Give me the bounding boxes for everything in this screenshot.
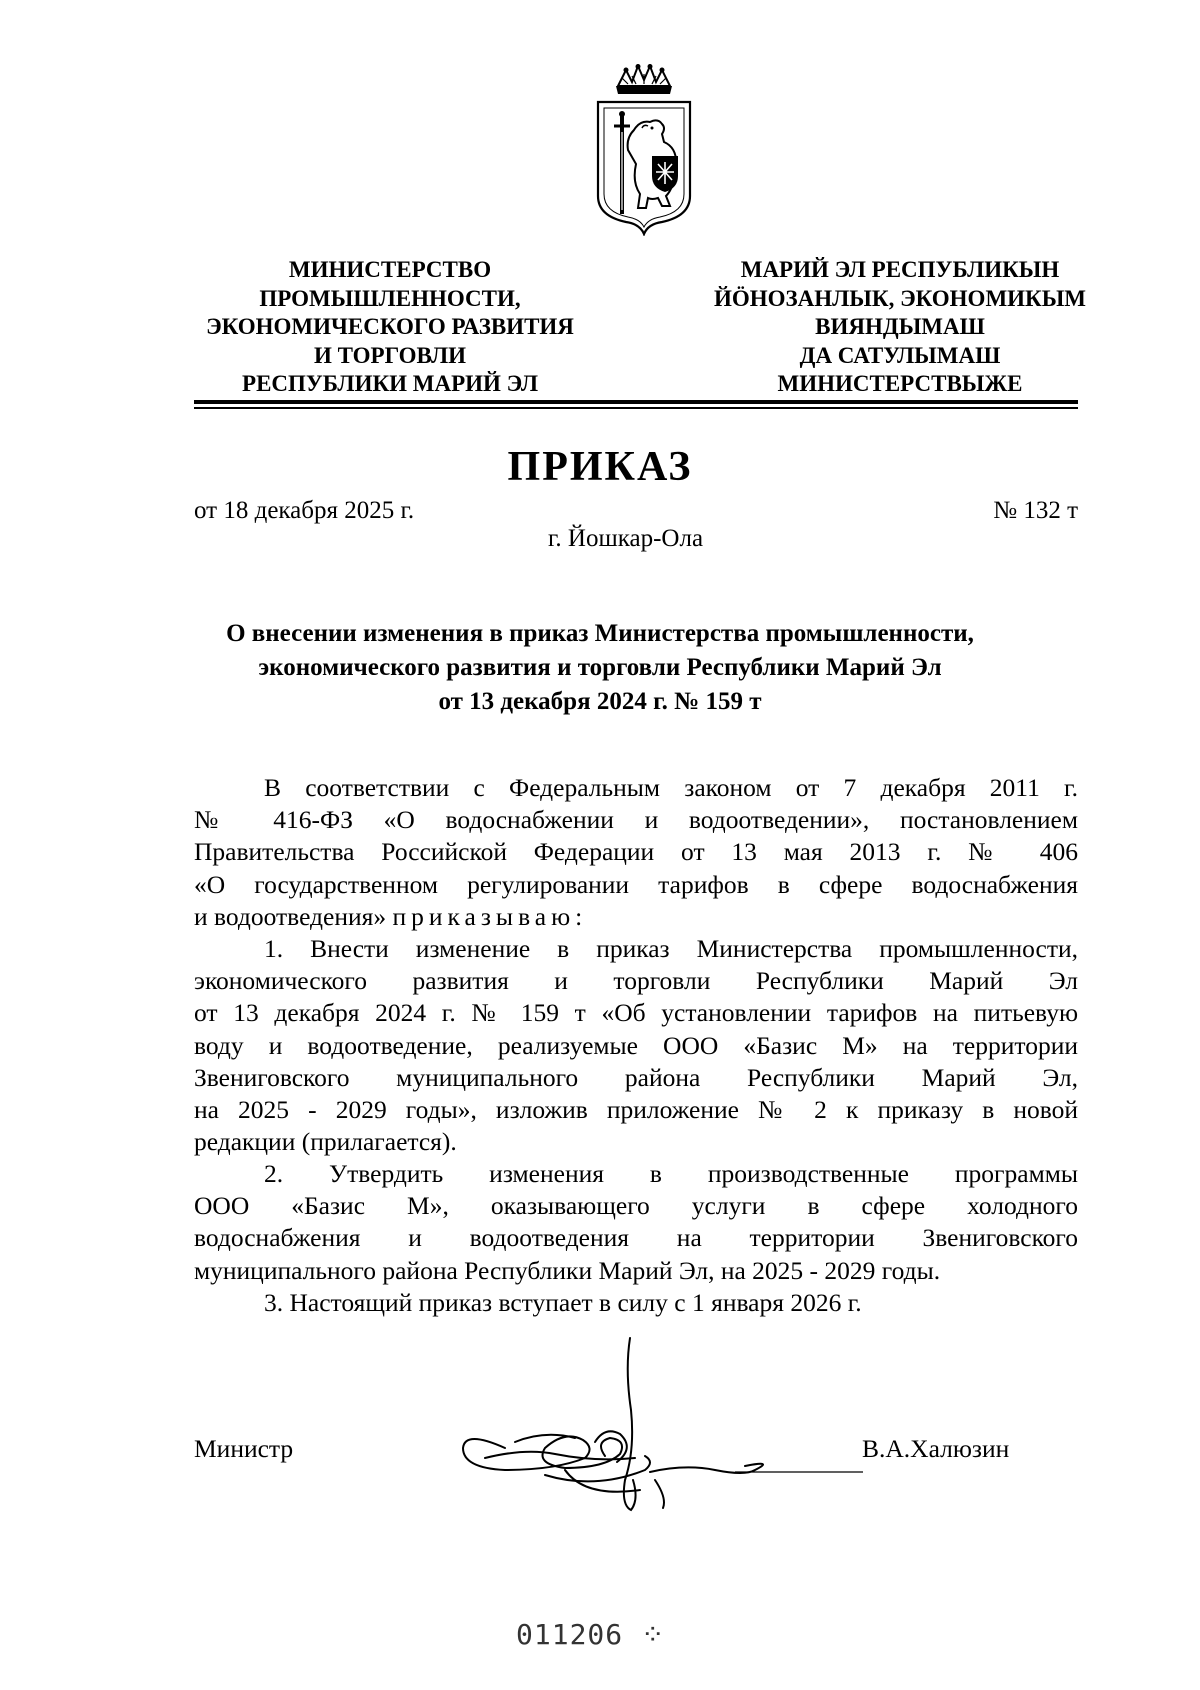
body-line: Правительства Российской Федерации от 13 мая 2013 г. № 406: [194, 837, 1078, 867]
body-line-text: и водоотведения»: [194, 901, 387, 931]
document-subject: [150, 617, 1050, 719]
serial-ornament: ⁘: [641, 1618, 666, 1651]
signatory-role: Министр: [194, 1434, 294, 1463]
body-line: 2. Утвердить изменения в производственные программы: [264, 1159, 1078, 1188]
document-date: от 18 декабря 2025 г.: [194, 497, 415, 524]
body-line: Звениговского муниципального района Республики Марий Эл,: [194, 1062, 1078, 1092]
body-line: на 2025 - 2029 годы», изложив приложение № 2 к приказу в новой: [194, 1095, 1078, 1125]
body-line: муниципального района Республики Марий Эл, на 2025 - 2029 годы.: [194, 1255, 941, 1285]
body-line: «О государственном регулировании тарифов в сфере водоснабжения: [194, 869, 1078, 899]
body-line: воду и водоотведение, реализуемые ООО «Базис М» на территории: [194, 1030, 1078, 1060]
ministry-name-russian: [185, 256, 595, 399]
subject-line: О внесении изменения в приказ Министерства промышленности,: [226, 620, 974, 647]
ministry-name-line: И ТОРГОВЛИ: [313, 342, 467, 368]
form-serial-number: [516, 1618, 665, 1651]
body-line: водоснабжения и водоотведения на территории Звениговского: [194, 1223, 1078, 1253]
header-divider-thick: [194, 400, 1078, 404]
body-line: ООО «Базис М», оказывающего услуги в сфере холодного: [194, 1191, 1078, 1221]
body-line: экономического развития и торговли Республики Марий Эл: [194, 966, 1078, 996]
serial-digits: 011206: [516, 1618, 624, 1651]
order-item-1: [194, 933, 1078, 1158]
body-line: № 416-ФЗ «О водоснабжении и водоотведении», постановлением: [194, 805, 1078, 835]
document-number: № 132 т: [993, 497, 1078, 524]
header-divider-thin: [194, 407, 1078, 409]
ministry-name-line: МИНИСТЕРСТВЫЖЕ: [777, 371, 1023, 396]
ministry-name-line: ПРОМЫШЛЕННОСТИ,: [259, 285, 521, 311]
coat-of-arms-emblem: [592, 64, 696, 236]
ministry-name-line: ВИЯНДЫМАШ: [815, 314, 985, 339]
order-item-2: [194, 1158, 1078, 1287]
subject-line: от 13 декабря 2024 г. № 159 т: [438, 688, 762, 715]
document-city: г. Йошкар-Ола: [548, 525, 704, 552]
order-word: приказываю:: [392, 901, 588, 931]
body-line: 3. Настоящий приказ вступает в силу с 1 января 2026 г.: [264, 1288, 862, 1317]
subject-line: экономического развития и торговли Республики Марий Эл: [258, 654, 942, 681]
ministry-name-mari: [690, 256, 1110, 399]
body-line: редакции (прилагается).: [194, 1127, 457, 1157]
ministry-name-line: ЭКОНОМИЧЕСКОГО РАЗВИТИЯ: [206, 314, 574, 339]
ministry-name-line: МАРИЙ ЭЛ РЕСПУБЛИКЫН: [740, 257, 1060, 282]
ministry-name-line: ЙӦНОЗАНЛЫК, ЭКОНОМИКЫМ: [713, 285, 1087, 311]
body-line: В соответствии с Федеральным законом от 7 декабря 2011 г.: [264, 773, 1078, 802]
body-line: от 13 декабря 2024 г. № 159 т «Об установлении тарифов на питьевую: [194, 998, 1078, 1028]
ministry-name-line: ДА САТУЛЫМАШ: [799, 342, 1001, 368]
signatory-name: В.А.Халюзин: [862, 1434, 1010, 1463]
document-title: ПРИКАЗ: [507, 444, 693, 490]
body-line: 1. Внести изменение в приказ Министерства промышленности,: [264, 934, 1078, 963]
ministry-name-line: РЕСПУБЛИКИ МАРИЙ ЭЛ: [242, 371, 538, 396]
preamble-paragraph: [194, 772, 1078, 933]
ministry-name-line: МИНИСТЕРСТВО: [288, 257, 492, 282]
body-line: [194, 901, 1078, 933]
handwritten-signature: [445, 1330, 865, 1540]
order-item-3: [194, 1287, 1078, 1319]
